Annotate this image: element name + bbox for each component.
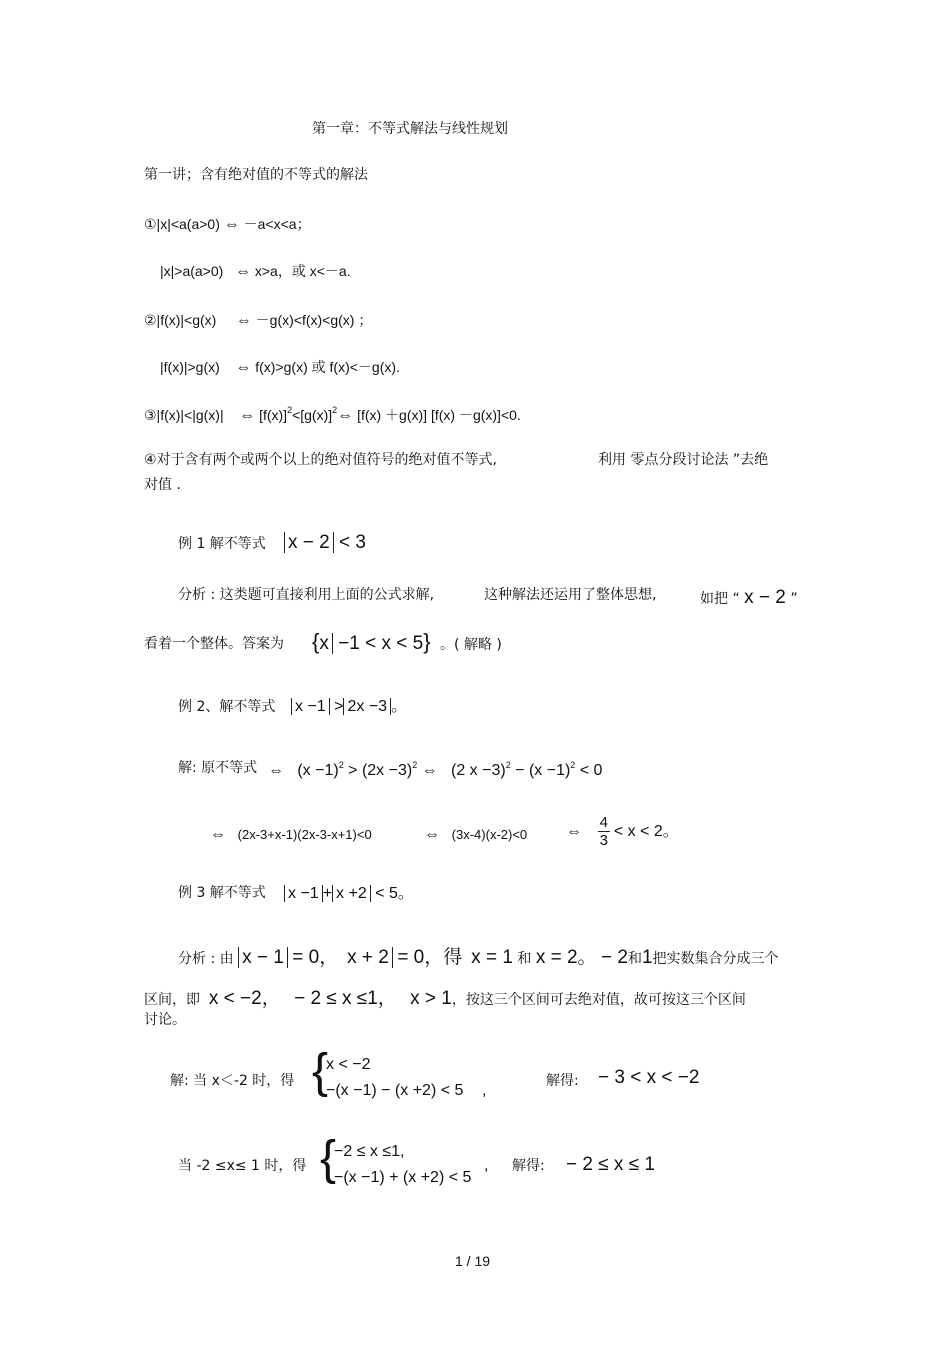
ex1-quoted-expr: x − 2: [744, 587, 786, 608]
case1-result: − 3 < x < −2: [598, 1067, 700, 1088]
rule-4-line1a: ④对于含有两个或两个以上的绝对值符号的绝对值不等式,: [144, 452, 497, 468]
ex3-expr: [284, 884, 414, 903]
square-sup: 2: [505, 760, 511, 770]
term: (x −1): [297, 762, 339, 779]
abs-expression: x −1: [284, 885, 323, 902]
ex2-sol-line2: [210, 825, 372, 844]
term: = 0，: [292, 947, 339, 968]
case1-system: [312, 1045, 492, 1108]
system-row: −2 ≤ x ≤1,: [334, 1143, 405, 1160]
rule-2b: [160, 358, 400, 377]
abs-expression: x − 2: [284, 532, 334, 553]
abs-expression: x + 2: [347, 947, 393, 968]
ex3-label: 例 3 解不等式: [178, 885, 266, 901]
abs-expression: x − 1: [238, 947, 288, 968]
square-sup: 2: [412, 760, 418, 770]
ex1-answer-set: [312, 629, 431, 656]
rule-1b-lhs: |x|>a(a>0): [160, 263, 224, 279]
left-brace-icon: {: [320, 1132, 337, 1185]
ex1-analysis-b: 这种解法还运用了整体思想,: [484, 587, 657, 603]
iff-icon: ⇔: [337, 407, 354, 424]
case2-result: − 2 ≤ x ≤ 1: [566, 1154, 655, 1175]
rule-3-mid2: <[g(x)]: [292, 407, 333, 423]
rule-2a-rhs: －g(x)<f(x)<g(x) ；: [255, 312, 373, 328]
term: x < −2，: [208, 988, 281, 1009]
text: 区间，即: [144, 992, 200, 1008]
term: = 0，得: [397, 947, 463, 968]
rule-2b-rhs: f(x)>g(x) 或 f(x)<－g(x).: [255, 359, 400, 375]
abs-expression: x +2: [332, 885, 371, 902]
ex2-label: 例 2、解不等式: [178, 699, 276, 715]
text: 和: [517, 951, 532, 967]
rule-3-lhs: ③|f(x)|<|g(x)|: [144, 407, 224, 423]
rule-4-line2: 对值 .: [144, 477, 181, 493]
fraction-numerator: 4: [599, 814, 608, 831]
abs-expression: x −1: [291, 698, 330, 715]
rule-2a: [144, 311, 372, 330]
ex3-analysis-2: [144, 988, 746, 1011]
quote-close: ”: [790, 591, 798, 607]
iff-icon: ⇔: [210, 826, 226, 843]
term: (2x-3+x-1)(2x-3-x+1)<0: [237, 827, 372, 842]
square-sup: 2: [338, 760, 344, 770]
rule-4-line1b: 利用 零点分段讨论法 ”去绝: [598, 452, 769, 468]
term: > (2x −3): [348, 762, 413, 779]
ex2-expr: [291, 697, 407, 716]
ex1-analysis-a: 分析 : 这类题可直接利用上面的公式求解,: [178, 587, 435, 603]
period: 。: [391, 698, 408, 715]
rule-2a-lhs: ②|f(x)|<g(x): [144, 312, 217, 328]
iff-icon: ⇔: [566, 823, 582, 841]
rule-1a-lhs: ①|x|<a(a>0): [144, 216, 220, 232]
term: − 2: [601, 947, 628, 968]
text: 分析 : 由: [178, 951, 234, 967]
ex1-rest: < 3: [339, 532, 366, 553]
square-sup: 2: [570, 760, 576, 770]
case2-system: [320, 1132, 500, 1195]
rule-1b: [160, 262, 351, 281]
term: x = 2。: [535, 947, 597, 968]
case2-result-label: 解得:: [512, 1158, 545, 1174]
ex1-analysis-c: [700, 587, 798, 610]
case2-lead: 当 -2 ≤x≤ 1 时，得: [178, 1158, 307, 1174]
iff-icon: ⇔: [421, 762, 438, 779]
comma: ,: [484, 1157, 489, 1174]
rule-2b-lhs: |f(x)|>g(x): [160, 359, 220, 375]
abs-expression: 2x −3: [343, 698, 391, 715]
term: − (x −1): [515, 762, 571, 779]
ex1-label: 例 1 解不等式: [178, 536, 266, 552]
quote-open: 如把 “: [700, 591, 740, 607]
rule-1a-rhs: －a<x<a；: [243, 216, 311, 232]
brace-open: {: [312, 629, 320, 654]
rule-1b-rhs: x>a，或 x<－a.: [254, 263, 351, 279]
term: < 0: [579, 762, 603, 779]
term: 1: [641, 947, 653, 968]
iff-icon: ⇔: [234, 263, 251, 280]
ex1-answer-tail: 。( 解略 ): [440, 637, 502, 653]
iff-icon: ⇔: [239, 407, 256, 424]
text: ，按这三个区间可去绝对值，故可按这三个区间: [451, 992, 746, 1008]
system-row: x < −2: [326, 1056, 371, 1073]
rule-1a: [144, 215, 311, 234]
square-sup: 2: [287, 405, 293, 415]
chapter-title: 第一章：不等式解法与线性规划: [312, 121, 508, 137]
comma: ,: [482, 1082, 487, 1099]
text: 把实数集合分成三个: [652, 951, 779, 967]
square-sup: 2: [332, 405, 338, 415]
ex2-sol-line2b: [424, 825, 527, 844]
iff-icon: ⇔: [424, 826, 440, 843]
term: − 2 ≤ x ≤1，: [294, 988, 397, 1009]
system-row: −(x −1) − (x +2) < 5: [326, 1082, 464, 1099]
iff-icon: ⇔: [235, 312, 252, 329]
ex2-sol-line2c: [566, 814, 679, 850]
rule-3-rhs: [f(x) ＋g(x)] [f(x) －g(x)]<0.: [357, 407, 521, 423]
term: < x < 2。: [613, 823, 679, 841]
gt-sign: >: [334, 698, 344, 715]
answer-cond: −1 < x < 5: [338, 633, 424, 654]
ex2-sol-line1: [268, 760, 602, 780]
brace-close: }: [423, 629, 431, 654]
iff-icon: ⇔: [235, 359, 252, 376]
term: (3x-4)(x-2)<0: [451, 827, 528, 842]
case1-result-label: 解得:: [546, 1073, 579, 1089]
system-row: −(x −1) + (x +2) < 5: [334, 1169, 472, 1186]
ex2-sol-label: 解: 原不等式: [178, 760, 258, 776]
ex3-analysis: [178, 947, 779, 970]
term: < 5。: [375, 885, 414, 902]
ex1-answer-lead: 看着一个整体。答案为: [144, 636, 284, 652]
case1-lead: 解: 当 x＜-2 时，得: [170, 1073, 295, 1089]
term: x = 1: [471, 947, 513, 968]
ex3-analysis-3: 讨论。: [144, 1012, 186, 1028]
answer-x: x: [319, 633, 333, 654]
fraction: [598, 814, 610, 850]
left-brace-icon: {: [312, 1045, 329, 1098]
page-number: 1 / 19: [455, 1253, 491, 1269]
rule-3-mid1: [f(x)]: [259, 407, 288, 423]
text: 和: [627, 951, 642, 967]
term: x > 1: [410, 988, 452, 1009]
iff-icon: ⇔: [268, 762, 284, 779]
plus-sign: +: [322, 885, 333, 902]
iff-icon: ⇔: [223, 216, 240, 233]
ex1-expr: [284, 532, 366, 555]
lecture-title: 第一讲；含有绝对值的不等式的解法: [144, 167, 368, 183]
term: (2 x −3): [451, 762, 506, 779]
rule-3: [144, 405, 521, 425]
fraction-denominator: 3: [599, 832, 608, 850]
